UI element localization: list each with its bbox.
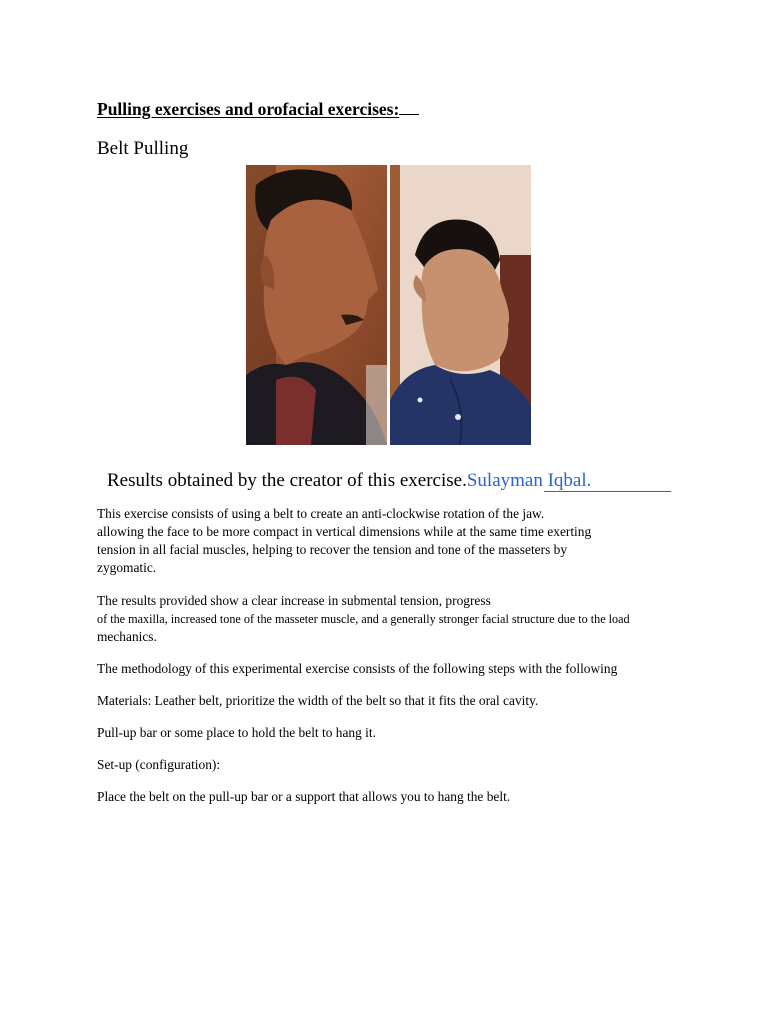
- text-line: The results provided show a clear increase in submental tension, progress: [97, 593, 491, 608]
- text-line: tension in all facial muscles, helping to recover the tension and tone of the masseters by: [97, 542, 568, 557]
- before-photo-image: [246, 165, 387, 445]
- text-line: allowing the face to be more compact in vertical dimensions while at the same time exerting: [97, 524, 592, 539]
- photo-caption: [107, 470, 591, 492]
- paragraph-methodology: [97, 660, 657, 678]
- text-line: Materials: Leather belt, prioritize the width of the belt so that it fits the oral cavity.: [97, 693, 539, 708]
- text-line: zygomatic.: [97, 560, 157, 575]
- paragraph-results: [97, 592, 657, 646]
- text-line: This exercise consists of using a belt to create an anti-clockwise rotation of the jaw.: [97, 506, 545, 521]
- paragraph-pullup-bar: [97, 724, 657, 742]
- after-photo-image: [390, 165, 531, 445]
- author-underline: [544, 491, 671, 492]
- text-line: mechanics.: [97, 629, 157, 644]
- heading-underline-trail: [399, 100, 419, 115]
- text-line: Place the belt on the pull-up bar or a support that allows you to hang the belt.: [97, 789, 511, 804]
- after-photo: [390, 165, 531, 445]
- before-after-photos: [246, 165, 531, 445]
- section-title: Belt Pulling: [97, 138, 189, 159]
- before-photo: [246, 165, 387, 445]
- text-line: Set-up (configuration):: [97, 757, 221, 772]
- text-line: The methodology of this experimental exercise consists of the following steps with the following: [97, 661, 618, 676]
- page-heading: [97, 99, 419, 120]
- paragraph-placement: [97, 788, 657, 806]
- caption-text: Results obtained by the creator of this exercise.: [107, 470, 467, 491]
- text-line: of the maxilla, increased tone of the masseter muscle, and a generally stronger facial structure due to the load: [97, 612, 630, 626]
- paragraph-materials: [97, 692, 657, 710]
- paragraph-description: [97, 505, 657, 577]
- heading-text: Pulling exercises and orofacial exercises:: [97, 99, 400, 119]
- text-line: Pull-up bar or some place to hold the belt to hang it.: [97, 725, 376, 740]
- author-link[interactable]: Sulayman Iqbal.: [466, 470, 592, 491]
- paragraph-setup: [97, 756, 657, 774]
